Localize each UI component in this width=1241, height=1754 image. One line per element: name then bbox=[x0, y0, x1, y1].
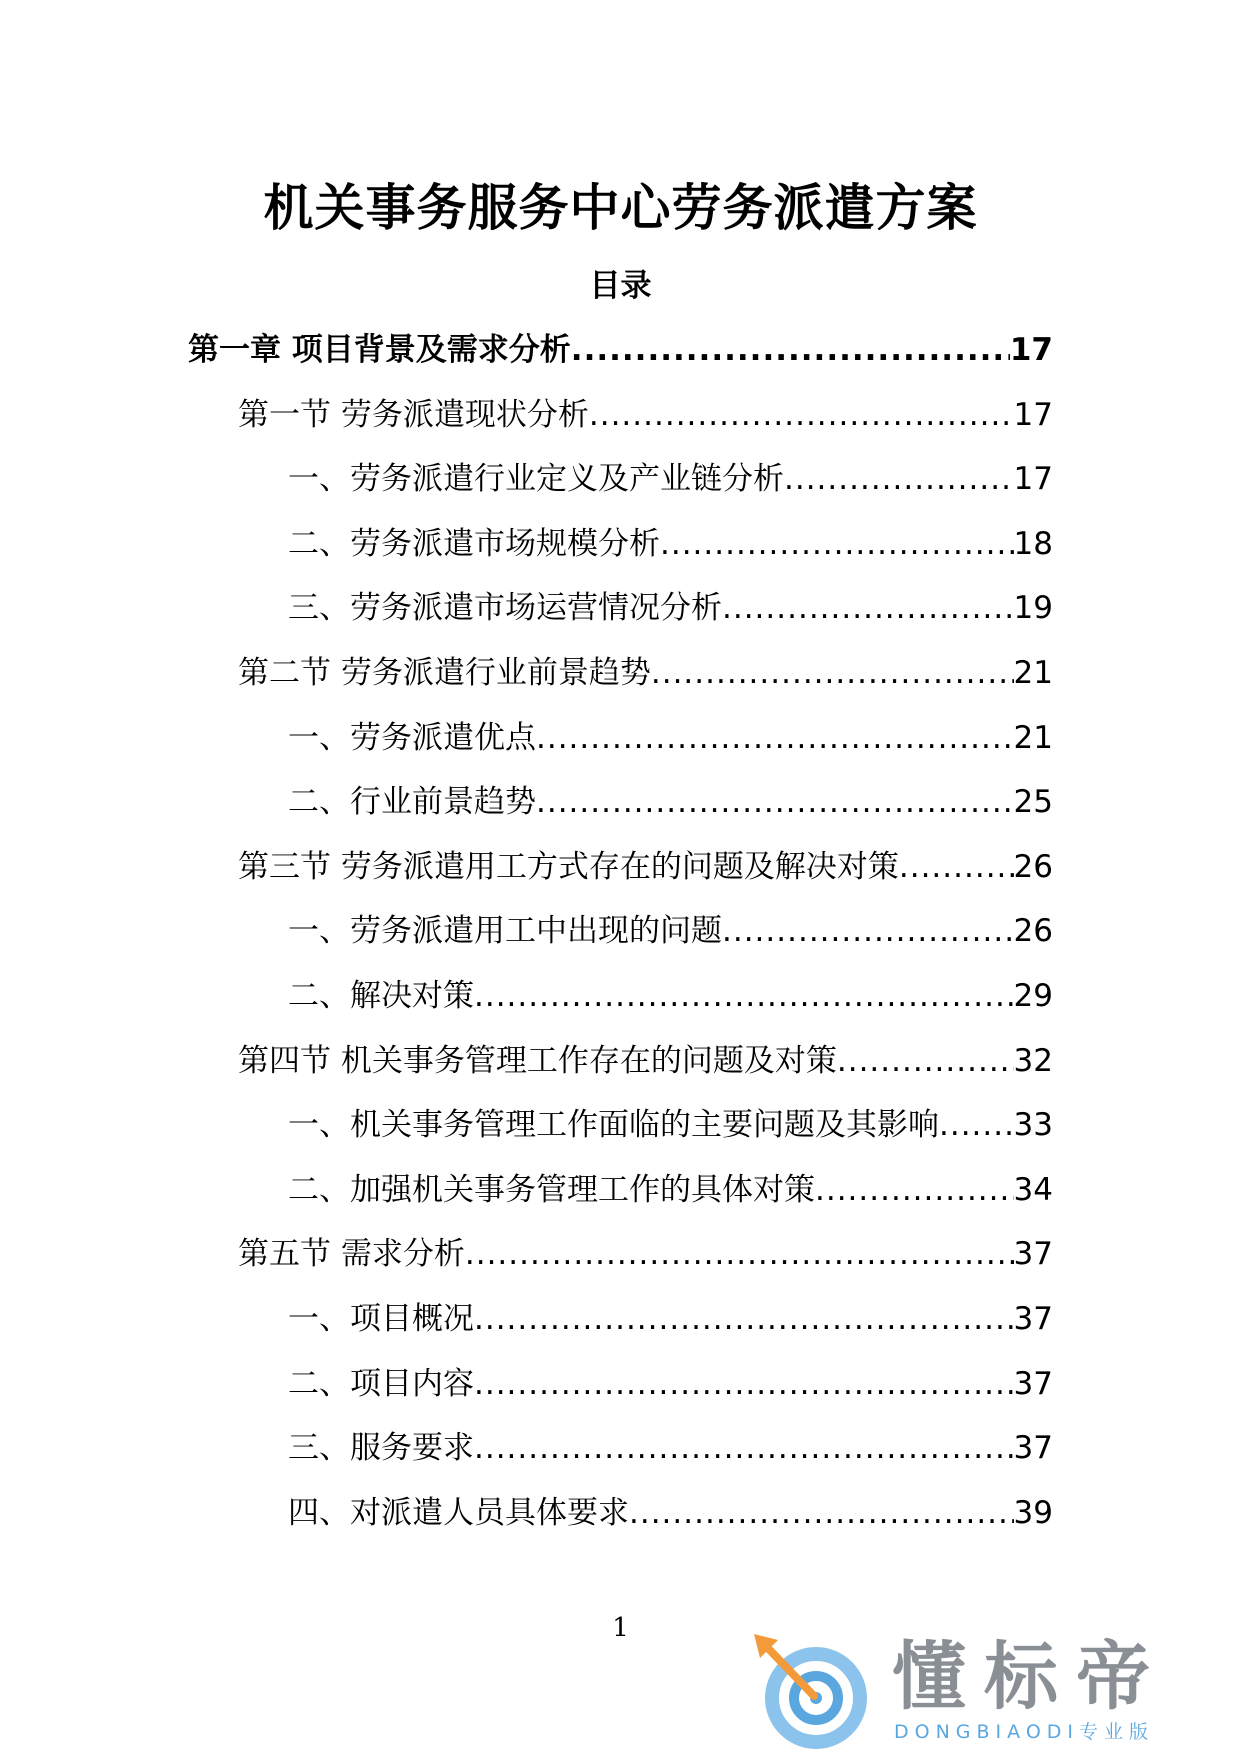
toc-entry-label: 二、行业前景趋势 bbox=[288, 784, 536, 820]
toc-dot-leader bbox=[474, 1297, 1014, 1341]
toc-entry-label: 一、劳务派遣用工中出现的问题 bbox=[288, 913, 722, 949]
toc-entry[interactable] bbox=[238, 845, 1053, 889]
toc-entry-label: 三、服务要求 bbox=[288, 1430, 474, 1466]
toc-dot-leader bbox=[722, 909, 1014, 953]
toc-entry[interactable] bbox=[288, 1168, 1053, 1212]
toc-dot-leader bbox=[589, 393, 1014, 437]
toc-entry-page: 25 bbox=[1013, 784, 1053, 820]
toc-entry-page: 26 bbox=[1013, 849, 1053, 885]
toc-entry[interactable] bbox=[288, 1297, 1053, 1341]
toc-entry-label: 第二节 劳务派遣行业前景趋势 bbox=[238, 655, 651, 691]
toc-entry[interactable] bbox=[288, 780, 1053, 824]
toc-dot-leader bbox=[651, 651, 1014, 695]
toc-dot-leader bbox=[465, 1232, 1014, 1276]
toc-entry-page: 34 bbox=[1013, 1172, 1053, 1208]
toc-entry-page: 18 bbox=[1013, 526, 1053, 562]
toc-heading: 目录 bbox=[589, 268, 652, 304]
toc-entry-page: 37 bbox=[1013, 1301, 1053, 1337]
toc-entry-label: 一、劳务派遣优点 bbox=[288, 720, 536, 756]
toc-entry-label: 第五节 需求分析 bbox=[238, 1236, 465, 1272]
toc-dot-leader bbox=[474, 974, 1014, 1018]
watermark-brand: 懂标帝 bbox=[892, 1634, 1168, 1720]
toc-dot-leader bbox=[722, 586, 1014, 630]
toc-entry-page: 32 bbox=[1013, 1043, 1053, 1079]
toc-entry-label: 三、劳务派遣市场运营情况分析 bbox=[288, 590, 722, 626]
toc-entry[interactable] bbox=[288, 1362, 1053, 1406]
toc-entry-page: 39 bbox=[1013, 1495, 1053, 1531]
toc-entry-page: 17 bbox=[1009, 332, 1053, 368]
toc-entry[interactable] bbox=[188, 328, 1053, 372]
toc-entry[interactable] bbox=[288, 909, 1053, 953]
toc-entry-page: 21 bbox=[1013, 720, 1053, 756]
toc-entry-label: 第一章 项目背景及需求分析 bbox=[188, 332, 571, 368]
toc-entry-label: 二、加强机关事务管理工作的具体对策 bbox=[288, 1172, 815, 1208]
toc-entry-label: 第一节 劳务派遣现状分析 bbox=[238, 397, 589, 433]
toc-entry[interactable] bbox=[288, 716, 1053, 760]
toc-entry-label: 二、项目内容 bbox=[288, 1366, 474, 1402]
toc-entry-label: 一、机关事务管理工作面临的主要问题及其影响 bbox=[288, 1107, 939, 1143]
toc-dot-leader bbox=[629, 1491, 1014, 1535]
toc-entry-page: 33 bbox=[1013, 1107, 1053, 1143]
watermark-tagline: DONGBIAODI专业版 bbox=[894, 1721, 1155, 1743]
toc-dot-leader bbox=[571, 328, 1010, 372]
toc-entry[interactable] bbox=[238, 651, 1053, 695]
toc-entry-label: 四、对派遣人员具体要求 bbox=[288, 1495, 629, 1531]
toc-dot-leader bbox=[660, 522, 1014, 566]
toc-entry[interactable] bbox=[238, 1232, 1053, 1276]
toc-entry-page: 17 bbox=[1013, 397, 1053, 433]
toc-entry[interactable] bbox=[238, 393, 1053, 437]
toc-entry-label: 二、解决对策 bbox=[288, 978, 474, 1014]
toc-dot-leader bbox=[536, 780, 1014, 824]
toc-entry[interactable] bbox=[288, 586, 1053, 630]
toc-entry[interactable] bbox=[288, 457, 1053, 501]
toc-entry[interactable] bbox=[288, 1103, 1053, 1147]
toc-entry-label: 二、劳务派遣市场规模分析 bbox=[288, 526, 660, 562]
toc-entry-label: 一、劳务派遣行业定义及产业链分析 bbox=[288, 461, 784, 497]
toc-dot-leader bbox=[784, 457, 1014, 501]
target-arrow-icon bbox=[744, 1628, 884, 1754]
toc-entry-page: 29 bbox=[1013, 978, 1053, 1014]
toc-entry-label: 第三节 劳务派遣用工方式存在的问题及解决对策 bbox=[238, 849, 899, 885]
toc-entry-page: 37 bbox=[1013, 1430, 1053, 1466]
toc-entry-label: 一、项目概况 bbox=[288, 1301, 474, 1337]
watermark bbox=[744, 1628, 1214, 1754]
toc-entry-page: 21 bbox=[1013, 655, 1053, 691]
page-number: 1 bbox=[612, 1613, 629, 1643]
toc-dot-leader bbox=[939, 1103, 1014, 1147]
toc-dot-leader bbox=[899, 845, 1014, 889]
toc-dot-leader bbox=[815, 1168, 1014, 1212]
toc-entry-page: 37 bbox=[1013, 1236, 1053, 1272]
toc-dot-leader bbox=[474, 1426, 1014, 1470]
toc-entry[interactable] bbox=[238, 1039, 1053, 1083]
toc-dot-leader bbox=[536, 716, 1014, 760]
toc-entry[interactable] bbox=[288, 522, 1053, 566]
toc-entry-page: 19 bbox=[1013, 590, 1053, 626]
toc-entry-page: 26 bbox=[1013, 913, 1053, 949]
toc-entry[interactable] bbox=[288, 1426, 1053, 1470]
toc-dot-leader bbox=[474, 1362, 1014, 1406]
toc-entry-page: 37 bbox=[1013, 1366, 1053, 1402]
document-title: 机关事务服务中心劳务派遣方案 bbox=[263, 179, 978, 237]
toc-entry-page: 17 bbox=[1013, 461, 1053, 497]
toc-dot-leader bbox=[837, 1039, 1014, 1083]
toc-entry[interactable] bbox=[288, 974, 1053, 1018]
toc-entry[interactable] bbox=[288, 1491, 1053, 1535]
toc-entry-label: 第四节 机关事务管理工作存在的问题及对策 bbox=[238, 1043, 837, 1079]
